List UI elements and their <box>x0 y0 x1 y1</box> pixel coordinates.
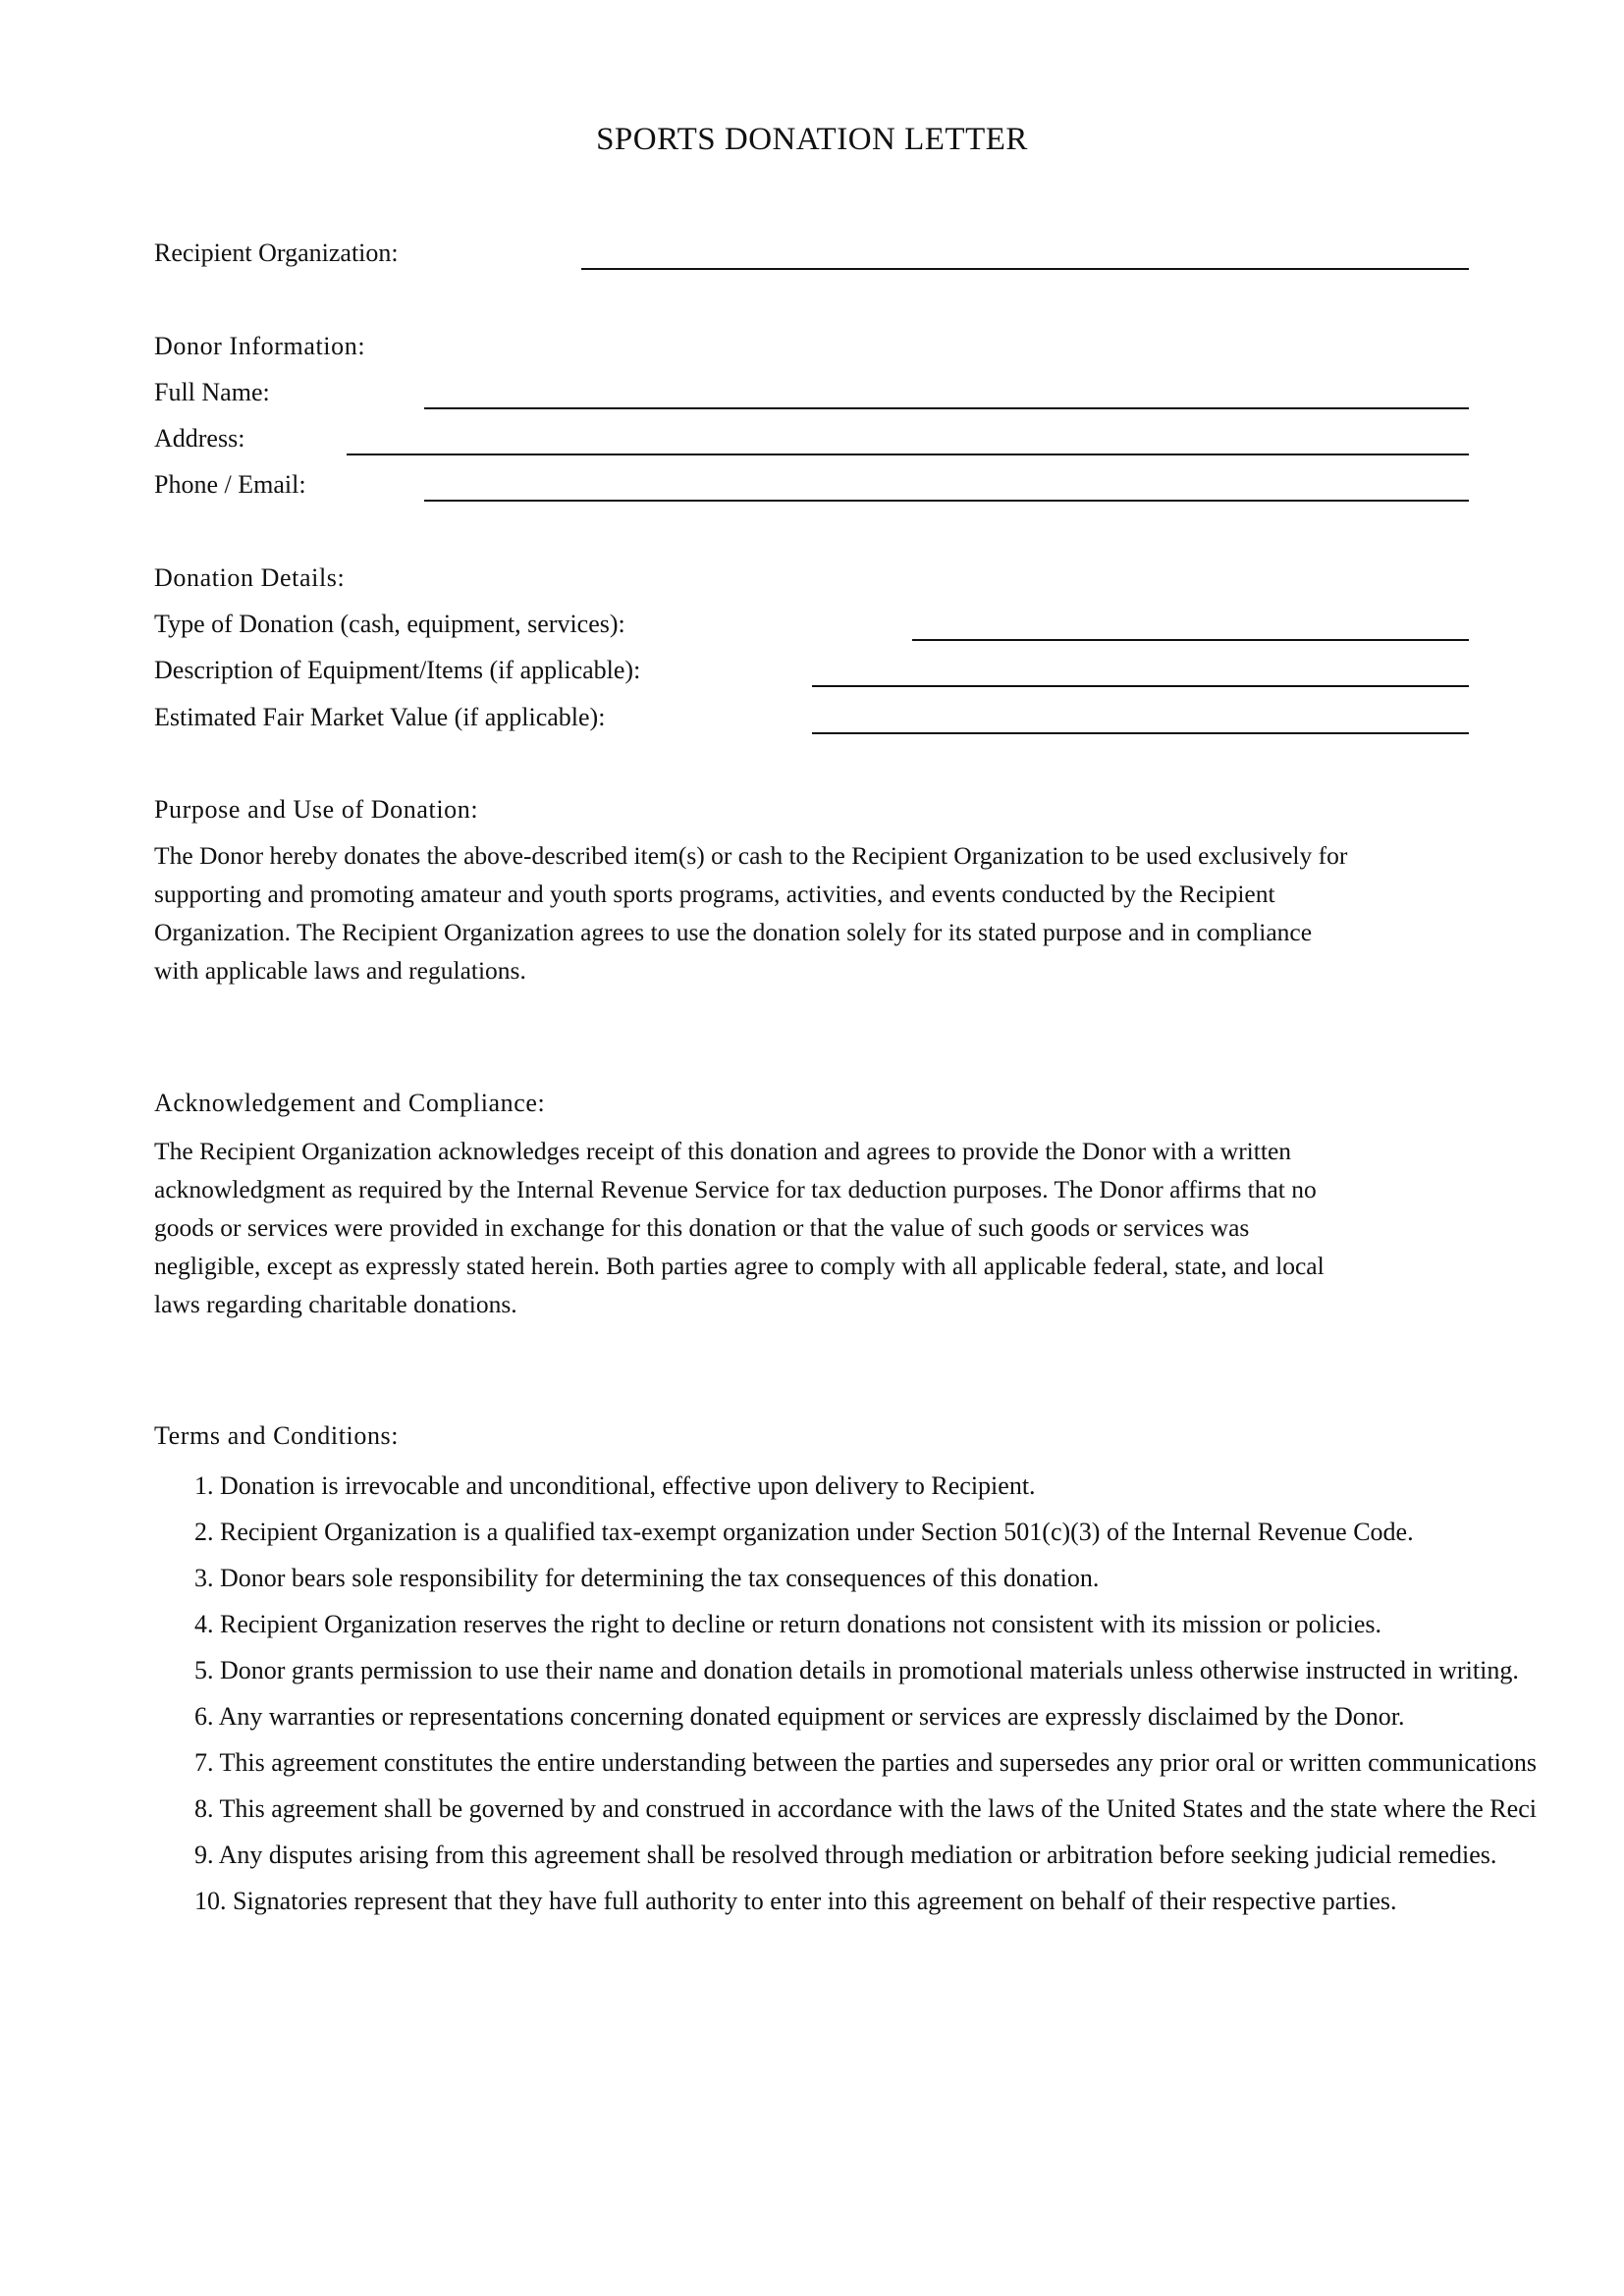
term-item: 1. Donation is irrevocable and unconditional, effective upon delivery to Recipient. <box>194 1471 1036 1500</box>
recipient-organization-field[interactable] <box>581 268 1469 270</box>
donation-type-label: Type of Donation (cash, equipment, services): <box>154 610 625 638</box>
acknowledgement-line: goods or services were provided in exchange for this donation or that the value of such goods or services was <box>154 1213 1250 1242</box>
acknowledgement-line: negligible, except as expressly stated herein. Both parties agree to comply with all applicable federal, state, and local <box>154 1252 1325 1280</box>
phone-email-label: Phone / Email: <box>154 470 306 499</box>
document-title: SPORTS DONATION LETTER <box>596 122 1028 157</box>
acknowledgement-heading: Acknowledgement and Compliance: <box>154 1089 546 1117</box>
term-item: 6. Any warranties or representations concerning donated equipment or services are expressly disclaimed by the Donor. <box>194 1702 1405 1731</box>
acknowledgement-line: acknowledgment as required by the Internal Revenue Service for tax deduction purposes. The Donor affirms that no <box>154 1175 1317 1203</box>
fair-market-value-label: Estimated Fair Market Value (if applicable): <box>154 703 606 731</box>
item-description-label: Description of Equipment/Items (if applicable): <box>154 656 641 684</box>
purpose-line: supporting and promoting amateur and youth sports programs, activities, and events conducted by the Recipient <box>154 880 1275 908</box>
terms-heading: Terms and Conditions: <box>154 1421 400 1450</box>
term-item: 10. Signatories represent that they have full authority to enter into this agreement on behalf of their respective parties. <box>194 1887 1397 1915</box>
donation-type-field[interactable] <box>912 639 1469 641</box>
donation-details-heading: Donation Details: <box>154 563 346 592</box>
purpose-heading: Purpose and Use of Donation: <box>154 795 479 824</box>
term-item: 2. Recipient Organization is a qualified tax-exempt organization under Section 501(c)(3) of the Internal Revenue Code. <box>194 1518 1414 1546</box>
term-item: 3. Donor bears sole responsibility for determining the tax consequences of this donation. <box>194 1564 1100 1592</box>
address-field[interactable] <box>347 454 1469 455</box>
donor-information-heading: Donor Information: <box>154 332 366 360</box>
acknowledgement-line: The Recipient Organization acknowledges receipt of this donation and agrees to provide the Donor with a written <box>154 1137 1292 1165</box>
acknowledgement-line: laws regarding charitable donations. <box>154 1290 517 1318</box>
phone-email-field[interactable] <box>424 500 1469 502</box>
purpose-line: The Donor hereby donates the above-described item(s) or cash to the Recipient Organization to be used exclusively for <box>154 841 1348 870</box>
purpose-line: Organization. The Recipient Organization agrees to use the donation solely for its stated purpose and in compliance <box>154 918 1313 946</box>
term-item: 5. Donor grants permission to use their name and donation details in promotional materials unless otherwise instructed in writing. <box>194 1656 1519 1684</box>
address-label: Address: <box>154 424 245 453</box>
term-item: 8. This agreement shall be governed by and construed in accordance with the laws of the United States and the state where the Reci <box>194 1794 1537 1823</box>
terms-list <box>194 1463 1624 1924</box>
recipient-organization-label: Recipient Organization: <box>154 239 399 267</box>
term-item: 7. This agreement constitutes the entire understanding between the parties and supersedes any prior oral or written communications <box>194 1748 1538 1777</box>
term-item: 4. Recipient Organization reserves the right to decline or return donations not consistent with its mission or policies. <box>194 1610 1381 1638</box>
item-description-field[interactable] <box>812 685 1469 687</box>
fair-market-value-field[interactable] <box>812 732 1469 734</box>
full-name-label: Full Name: <box>154 378 270 406</box>
acknowledgement-paragraph <box>154 1132 1480 1323</box>
purpose-line: with applicable laws and regulations. <box>154 956 526 985</box>
purpose-paragraph <box>154 836 1480 989</box>
term-item: 9. Any disputes arising from this agreement shall be resolved through mediation or arbitration before seeking judicial remedies. <box>194 1841 1497 1869</box>
full-name-field[interactable] <box>424 407 1469 409</box>
